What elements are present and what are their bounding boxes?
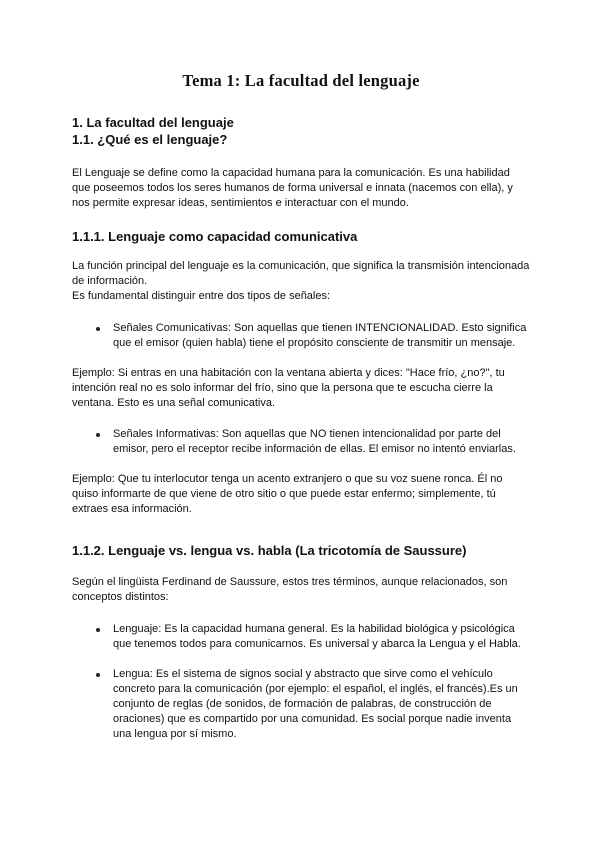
list-item-text: Lengua: Es el sistema de signos social y abstracto que sirve como el vehículo concreto para la comunicación (por ejemplo: el español, el inglés, el francés).Es un conjunto de reglas (de sonidos, de formación de palabras, de construcción de oraciones) que es compartido por una comunidad. Es social porque nadie inventa una lengua por sí mismo. [113, 668, 518, 740]
list-item-text: Lenguaje: Es la capacidad humana general. Es la habilidad biológica y psicológica que tenemos todos para comunicarnos. Es universal y abarca la Lengua y el Habla. [113, 623, 521, 650]
paragraph-line-2: Es fundamental distinguir entre dos tipos de señales: [72, 290, 331, 302]
signals-list-2 [92, 427, 530, 457]
list-item [92, 667, 530, 742]
example-paragraph-1: Ejemplo: Si entras en una habitación con la ventana abierta y dices: "Hace frío, ¿no?", tu intención real no es solo informar del frío, sino que la persona que te escucha cierre la ventana. Esto es una señal comunicativa. [72, 367, 505, 409]
example-paragraph-2: Ejemplo: Que tu interlocutor tenga un acento extranjero o que su voz suene ronca. Él no quiso informarte de que viene de otro sitio o que puede estar enfermo; simplemente, tú extraes esa información. [72, 473, 503, 515]
signals-list-1 [92, 321, 530, 351]
heading-1-1-1: 1.1.1. Lenguaje como capacidad comunicativa [72, 229, 358, 244]
section-1-1-2-intro: Según el lingüista Ferdinand de Saussure, estos tres términos, aunque relacionados, son conceptos distintos: [72, 576, 508, 603]
intro-paragraph: El Lenguaje se define como la capacidad humana para la comunicación. Es una habilidad que poseemos todos los seres humanos de forma universal e innata (nacemos con ella), y nos permite expresar ideas, sentimientos e interactuar con el mundo. [72, 167, 513, 209]
paragraph-line-1: La función principal del lenguaje es la comunicación, que significa la transmisión intencionada de información. [72, 260, 530, 287]
heading-1-1-2: 1.1.2. Lenguaje vs. lengua vs. habla (La tricotomía de Saussure) [72, 543, 467, 558]
document-title: Tema 1: La facultad del lenguaje [182, 71, 420, 90]
list-item-text: Señales Comunicativas: Son aquellas que tienen INTENCIONALIDAD. Esto significa que el emisor (quien habla) tiene el propósito consciente de transmitir un mensaje. [113, 322, 527, 349]
section-1-1-1-paragraph [72, 259, 530, 304]
list-item [92, 622, 530, 652]
heading-1-1: 1.1. ¿Qué es el lenguaje? [72, 132, 228, 147]
heading-1: 1. La facultad del lenguaje [72, 115, 234, 130]
saussure-list [92, 622, 530, 742]
document-page [72, 70, 530, 742]
list-item [92, 427, 530, 457]
list-item-text: Señales Informativas: Son aquellas que NO tienen intencionalidad por parte del emisor, pero el receptor recibe información de ellas. El emisor no intentó enviarlas. [113, 428, 516, 455]
list-item [92, 321, 530, 351]
